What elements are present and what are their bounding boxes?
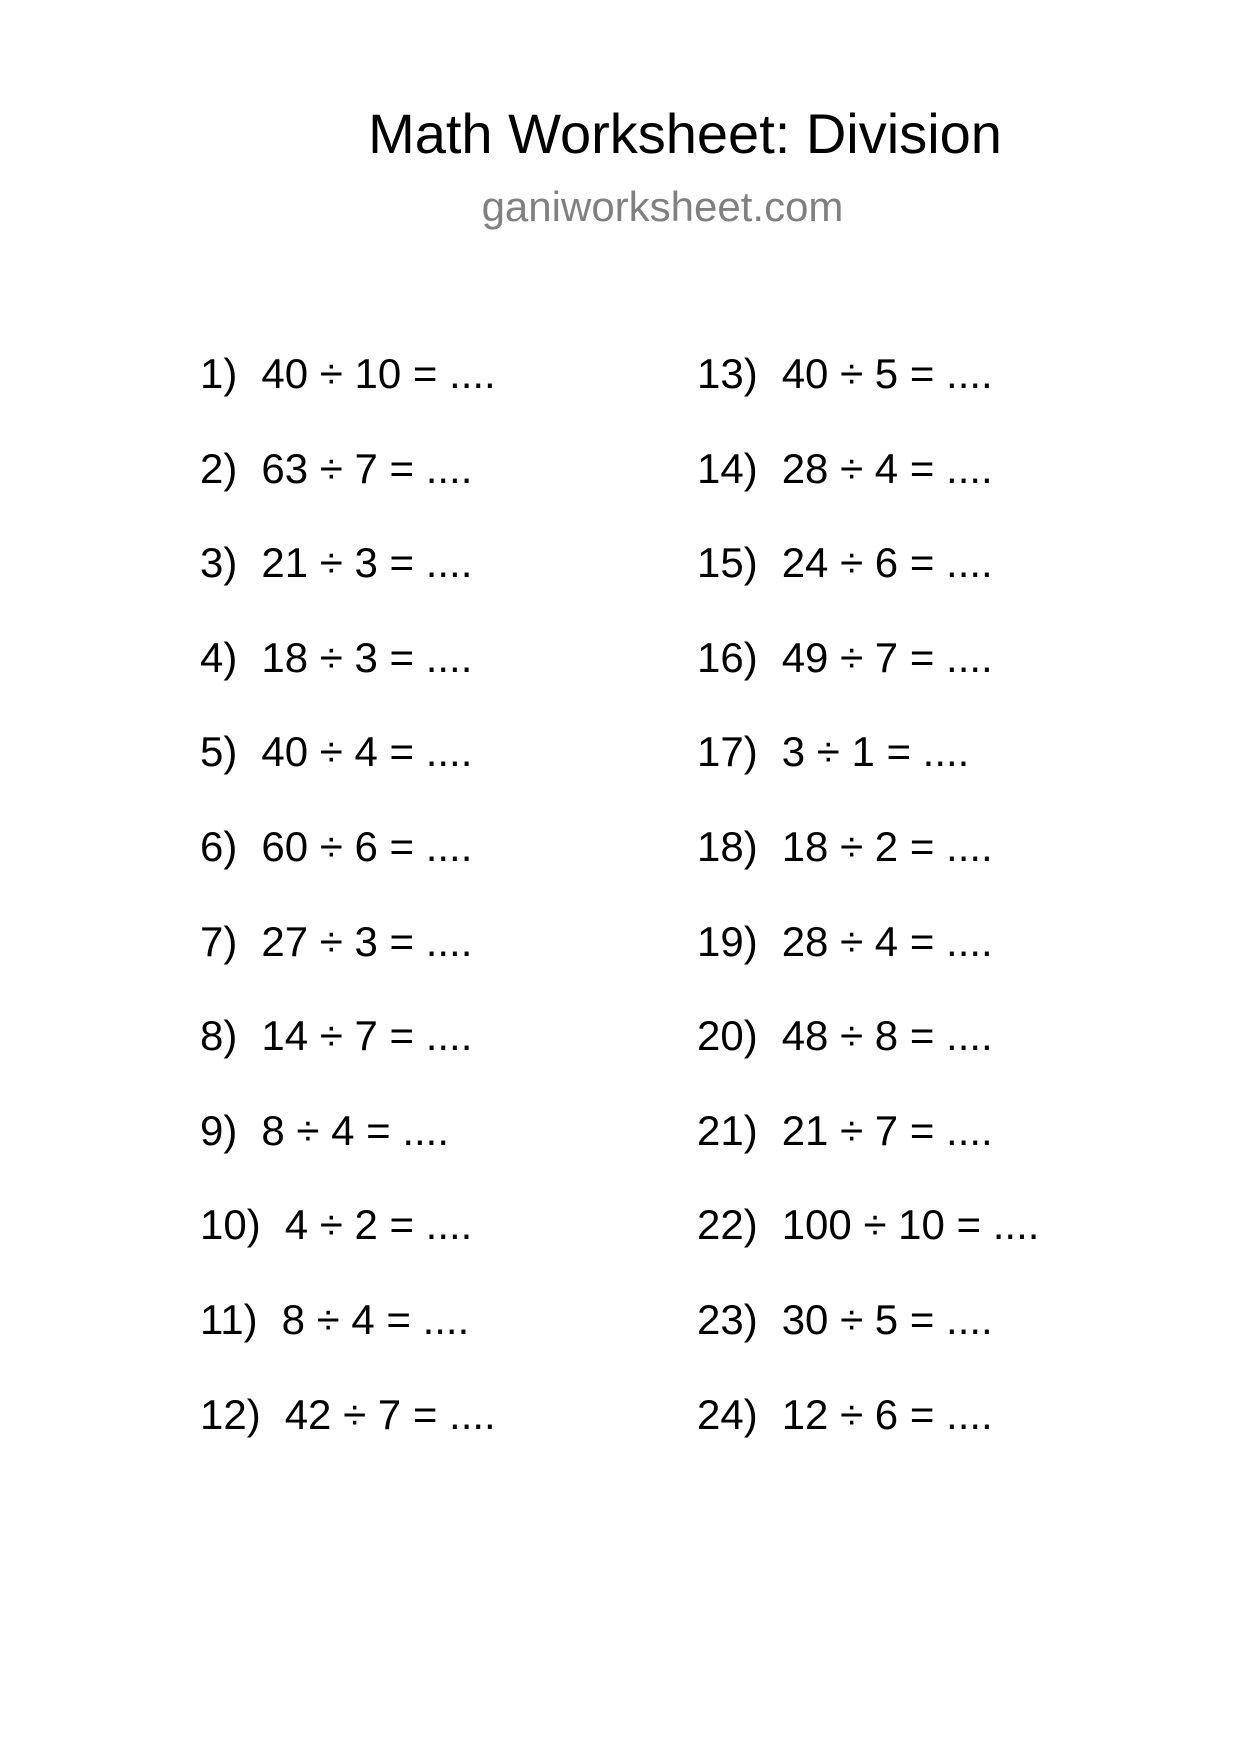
problem-20: [697, 1010, 1039, 1105]
problem-expression: 18 ÷ 3 = ....: [261, 633, 473, 681]
problem-number: 3): [200, 539, 238, 587]
problem-15: [697, 537, 1039, 632]
problem-5: [200, 726, 496, 821]
problem-expression: 40 ÷ 10 = ....: [261, 350, 496, 397]
problem-24: [697, 1389, 1039, 1484]
problem-9: [200, 1105, 496, 1200]
problem-23: [697, 1294, 1039, 1389]
problem-number: 2): [200, 444, 238, 492]
problem-number: 20): [697, 1012, 758, 1060]
problem-expression: 49 ÷ 7 = ....: [781, 633, 993, 681]
problem-list: [0, 348, 1240, 1468]
problem-21: [697, 1105, 1039, 1200]
problem-number: 17): [697, 728, 758, 776]
problem-expression: 28 ÷ 4 = ....: [781, 444, 993, 492]
problem-number: 14): [697, 444, 758, 492]
problem-number: 1): [200, 350, 238, 397]
problem-expression: 27 ÷ 3 = ....: [261, 917, 473, 965]
problem-6: [200, 821, 496, 916]
problem-16: [697, 632, 1039, 727]
problem-12: [200, 1389, 496, 1484]
problem-number: 8): [200, 1012, 238, 1060]
problem-number: 6): [200, 822, 238, 870]
problem-column-left: [200, 348, 496, 1483]
problem-17: [697, 726, 1039, 821]
problem-number: 15): [697, 539, 758, 587]
problem-7: [200, 916, 496, 1011]
problem-number: 16): [697, 633, 758, 681]
problem-22: [697, 1199, 1039, 1294]
problem-number: 21): [697, 1106, 758, 1154]
problem-number: 4): [200, 633, 238, 681]
problem-2: [200, 443, 496, 538]
problem-expression: 3 ÷ 1 = ....: [781, 728, 970, 776]
problem-expression: 18 ÷ 2 = ....: [781, 822, 993, 870]
problem-number: 24): [697, 1390, 758, 1438]
problem-number: 11): [200, 1295, 258, 1343]
page-title: Math Worksheet: Division: [368, 102, 1002, 165]
problem-expression: 40 ÷ 4 = ....: [261, 728, 473, 776]
problem-8: [200, 1010, 496, 1105]
problem-11: [200, 1294, 496, 1389]
problem-14: [697, 443, 1039, 538]
problem-expression: 42 ÷ 7 = ....: [284, 1390, 496, 1438]
problem-expression: 28 ÷ 4 = ....: [781, 917, 993, 965]
problem-expression: 60 ÷ 6 = ....: [261, 822, 473, 870]
problem-expression: 12 ÷ 6 = ....: [781, 1390, 993, 1438]
problem-expression: 8 ÷ 4 = ....: [261, 1106, 450, 1154]
problem-number: 18): [697, 822, 758, 870]
problem-expression: 48 ÷ 8 = ....: [781, 1012, 993, 1060]
problem-13: [697, 348, 1039, 443]
problem-4: [200, 632, 496, 727]
problem-18: [697, 821, 1039, 916]
problem-expression: 63 ÷ 7 = ....: [261, 444, 473, 492]
problem-1: [200, 348, 496, 443]
problem-expression: 4 ÷ 2 = ....: [284, 1201, 473, 1249]
problem-10: [200, 1199, 496, 1294]
site-name: ganiworksheet.com: [481, 183, 844, 230]
problem-19: [697, 916, 1039, 1011]
problem-number: 13): [697, 350, 758, 397]
problem-number: 12): [200, 1390, 261, 1438]
problem-number: 22): [697, 1201, 758, 1249]
problem-expression: 21 ÷ 3 = ....: [261, 539, 473, 587]
problem-number: 10): [200, 1201, 261, 1249]
problem-number: 23): [697, 1295, 758, 1343]
problem-expression: 14 ÷ 7 = ....: [261, 1012, 473, 1060]
problem-3: [200, 537, 496, 632]
problem-number: 5): [200, 728, 238, 776]
problem-number: 19): [697, 917, 758, 965]
problem-expression: 30 ÷ 5 = ....: [781, 1295, 993, 1343]
problem-number: 9): [200, 1106, 238, 1154]
problem-expression: 40 ÷ 5 = ....: [781, 350, 993, 397]
problem-expression: 8 ÷ 4 = ....: [281, 1295, 470, 1343]
problem-expression: 21 ÷ 7 = ....: [781, 1106, 993, 1154]
problem-number: 7): [200, 917, 238, 965]
problem-expression: 24 ÷ 6 = ....: [781, 539, 993, 587]
problem-column-right: [697, 348, 1039, 1483]
problem-expression: 100 ÷ 10 = ....: [781, 1201, 1040, 1249]
